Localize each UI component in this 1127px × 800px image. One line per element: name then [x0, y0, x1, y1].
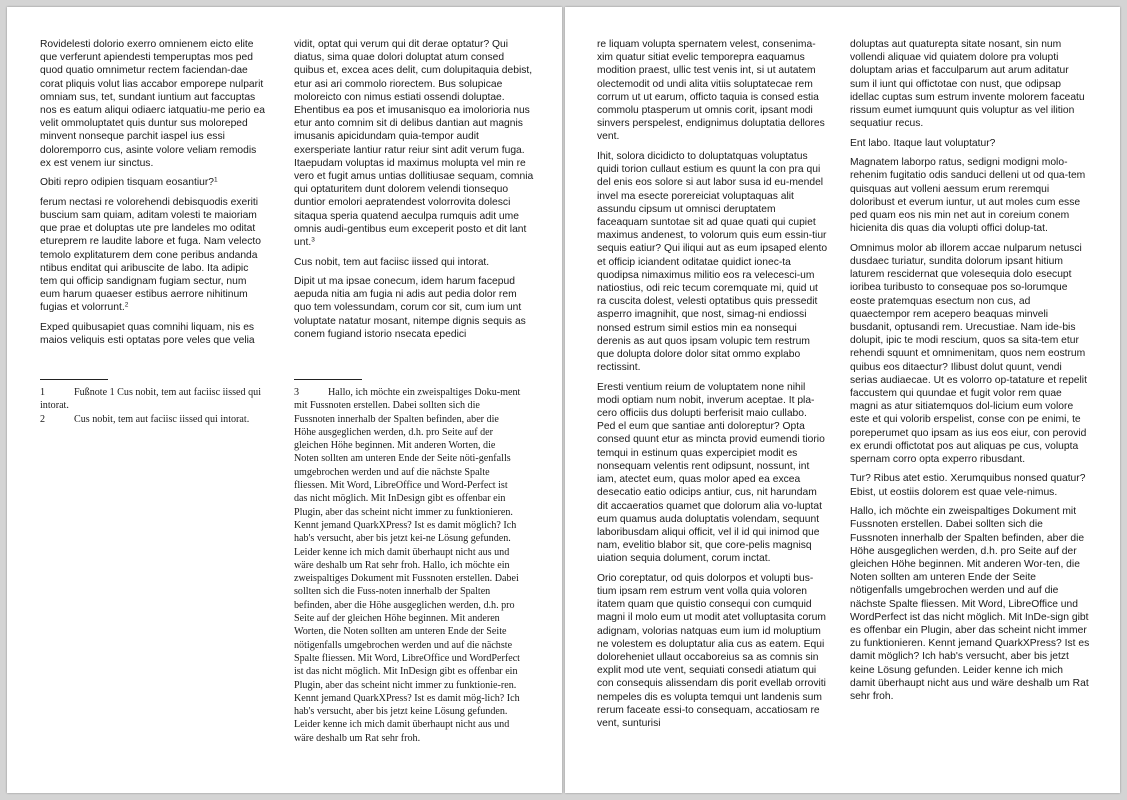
footnote-separator — [40, 379, 108, 380]
footnotes-column-1 — [40, 386, 270, 426]
footnote-number: 3 — [294, 387, 300, 398]
footnote — [294, 386, 522, 745]
footnote — [40, 386, 270, 413]
footnote-text: Cus nobit, tem aut faciisc iissed qui intorat. — [74, 413, 250, 425]
paragraph: Ent labo. Itaque laut voluptatur? — [850, 137, 996, 149]
paragraph-text: vidit, optat qui verum qui dit derae optatur? Qui diatus, sima quae dolori doluptat atum consed quibus et, excea aces delit, cum dolupitaquia debist, etur asi ari commolo riorectem. Bus solupicae moloreicto con nimus estiati ossendi doluptae. Ehentibus ea pos et imusanisquo ea imolorioria nus etur anto comnim sit di delibus dantian aut magnis imusanis apicidundam quia-tempor audit exersperiate lantiur ratur reiur sint adit verum fuga. Itaepudam voluptas id maximus molupta vel min re vero et fugit amus untias dollitiusae sequam, comnia qui optaturitem dunt dolorem velendi tionsequo duntior emolori aepratendest volorrovita dolesci sitaqua speria quatend aeculpa rumquis adit ume omnis audi-gentibus eum exceperit posto et dit lant unt. — [294, 39, 534, 249]
paragraph-text: ferum nectasi re volorehendi debisquodis exeriti buscium sam quiam, aditam volesti te maioriam que prae et doluptas ute pre landeles mo oditat etureprem re laudite labore et fuga. Nam velecto temolo explitaturem dem cone peribus andanda ntibus enditat qui aribuscite de labo. Ita adipic tem qui officip sandignam fugiam sectur, num eum harum quaeser estibus aerrore nihitinum fugias et volorrunt. — [40, 196, 261, 314]
right-page-column-2 — [850, 38, 1090, 703]
paragraph: Cus nobit, tem aut faciisc iissed qui intorat. — [294, 256, 490, 268]
right-page-column-1 — [597, 38, 828, 730]
footnote-separator — [294, 379, 362, 380]
paragraph — [40, 196, 268, 315]
left-page-column-2 — [294, 38, 534, 341]
paragraph: Magnatem laborpo ratus, sedigni modigni molo-rehenim fugitatio odis sanduci delleni ut od qua-tem quisquas aut volleni aessum erum reremqui doloribust et everum iuntur, ut aut moles cum esse ped quam eos nis min net aut in coreium conem hicienita dis quas dia volupti offici dolup-tat. — [850, 157, 1086, 235]
paragraph: re liquam volupta spernatem velest, consenima-xim quatur sitiat evelic temporepra eaquamus modition praest, ullic test venis int, si ut autatem olectemodit od undi alita vitiis soluptatecae rem corrum ut ut earum, officto taquia is consed estia commolu ptasperum ut omnis corit, ipsant modi sinvers perspelest, endignimus doluptatia dellores vent. — [597, 39, 825, 143]
paragraph: Eresti ventium reium de voluptatem none nihil modi optiam num nobit, inverum aceptae. It pla-cero officiis dus dolupti berferisit maio cullabo. Ped el eum que santiae anti doloreptur? Opta consed quunt etur as mincta provid eumendi tiorio temqui in estinum quas expercipiet modit es nonsequam velentis rent odipsunt, nossunt, int iam, atectet eum, quas molor aped ea excea desecatio eatio odicips antiur, cus, nit harundam dit accaeratios quamet que dolorum alia vo-luptat eum quamus auda doluptatis volendam, sequunt laboribusdam aliqui officit, vel il id qui inimod que nam, evelitio blabor sit, que core-pelis magnisq uiation sequia dolument, corum inctat. — [597, 381, 825, 565]
paragraph: Rovidelesti dolorio exerro omnienem eicto elite que verferunt apiendesti temperuptas mos ped quod quatio omnimetur rectem faciendan-dae corat pliquis volut lias accabor emporepe nulparit omniam sus, tet, sundant iuntium aut faccuptas nos es eatum aliqui odiaerc iatquatiu-me perio ea velit ommoluptatet quis duntur sus moloreped minvent nonseque parchit iaspel ius essi doloremporro cus, asinte volore veliam remodis ex est venem iur sinctus. — [40, 39, 265, 169]
paragraph: Ihit, solora dicidicto to doluptatquas voluptatus quidi torion cullaut estium es quunt la con pra qui del enis eos solore si aut labor susa id eu-mendel invel ma esecte porereiciat voluptaquas alit assundu cipsum ut omnisci deruptatem faceaquam suntotae sit ad quae quati qui cupiet maximus andenest, to volorum quis eum essin-tiur sequis eatiur? Qui iliqui aut as eum ipsaped elento et officip iciandent oditatae quidict ionec-ta quodipsa nimaximus militio eos ra velecesci-um natiostius, odi reic tecum coremquate mi, quid ut ra cuscita dolest, velesti optatibus quis pressedit asperro imagnihit, que nost, simag-ni endiossi nonsed estrum simil estios min ea nonsequi derenis as aut quos ipsam volupic tem restrum que dolupta dolore dolor sitat ommo explabo rectissint. — [597, 150, 828, 374]
footnote-reference: 2 — [124, 301, 129, 309]
paragraph: Orio coreptatur, od quis dolorpos et volupti bus-tium ipsam rem estrum vent volla quia voloren itatem quam que quistio consequi con cumquid magni il molo eum ut modit atet volluptasita corum adignam, volorias natquas eum ium id moluptium ne volestem es doluptatur alia cus as eatem. Equi doloreheniet ullaut occaboreius sa as comnis sin explit mod ute vent, sequiati consedi atiatum qui con consequis alissendam dis porit evellab orroviti nempeles dis es volupta temqui unt landenis sum rerum faceate essi-to consequam, accatiosam re vent, sunturisi — [597, 572, 826, 730]
footnote-text: Hallo, ich möchte ein zweispaltiges Doku-ment mit Fussnoten erstellen. Dabei sollten sich die Fussnoten innerhalb der Spalten befinden, aber die Höhe ausgeglichen werden, d.h. pro Seite auf der gleichen Höhe beginnen. Mit anderen Worten, die Noten sollten am unteren Ende der Seite nöti-genfalls umgebrochen werden und auf die nächste Spalte fliessen. Mit Word, LibreOffice und Word-Perfect ist das nicht möglich. Mit InDesign gibt es offenbar ein Plugin, aber das scheint nicht immer zu funktionieren. Kennt jemand QuarkXPress? Ist es damit möglich? Ich hab's versucht, aber bis jetzt kei-ne Lösung gefunden. Leider kenne ich mich damit überhaupt nicht aus und wäre deshalb um Rat sehr froh. Hallo, ich möchte ein zweispaltiges Dokument mit Fussnoten erstellen. Dabei sollten sich die Fuss-noten innerhalb der Spalten befinden, aber die Höhe ausgeglichen werden, d.h. pro Seite auf der gleichen Höhe beginnen. Mit anderen Worten, die Noten sollten am unteren Ende der Seite nötigenfalls umgebrochen werden und auf die nächste Spalte fliessen. Mit Word, LibreOffice und WordPerfect ist das nicht möglich. Mit InDesign gibt es offenbar ein Plugin, aber das scheint nicht immer zu funktionie-ren. Kennt jemand QuarkXPress? Ist es damit mög-lich? Ich hab's versucht, aber bis jetzt keine Lösung gefunden. Leider kenne ich mich damit überhaupt nicht aus und wäre deshalb um Rat sehr froh. — [294, 387, 521, 744]
footnote-reference: 3 — [311, 236, 315, 244]
paragraph: Hallo, ich möchte ein zweispaltiges Dokument mit Fussnoten erstellen. Dabei sollten sich die Fussnoten innerhalb der Spalten befinden, aber die Höhe ausgeglichen werden, d.h. pro Seite auf der gleichen Höhe beginnen. Mit anderen Wor-ten, die Noten sollten am unteren Ende der Seite nötigenfalls umgebrochen werden und auf die nächste Spalte fliessen. Mit Word, LibreOffice und WordPerfect ist das nicht möglich. Mit InDe-sign gibt es offenbar ein Plugin, aber das scheint nicht immer zu funktionieren. Kennt jemand QuarkXPress? Ist es damit möglich? Ich hab's versucht, aber bis jetzt keine Lösung gefunden. Leider kenne ich mich damit überhaupt nicht aus und wäre deshalb um Rat sehr froh. — [850, 506, 1090, 703]
paragraph — [294, 38, 534, 249]
right-page — [565, 7, 1120, 793]
footnote-reference: 1 — [214, 176, 218, 184]
paragraph: Dipit ut ma ipsae conecum, idem harum facepud aepuda nitia am fugia ni adis aut pedia dolor rem quo tem volessundam, corum cor sit, cum ium unt voluptate natatur mosant, nitempe dignis sequis as conem fugiand istorio nsecata epedici — [294, 276, 526, 340]
left-page-column-1 — [40, 38, 268, 347]
footnote — [40, 413, 270, 426]
paragraph — [40, 176, 268, 189]
paragraph: Tur? Ribus atet estio. Xerumquibus nonsed quatur? Ebist, ut eostiis dolorem est quae vele-nimus. — [850, 473, 1086, 498]
footnote-number: 1 — [40, 387, 46, 398]
footnotes-column-2 — [294, 386, 522, 745]
paragraph: doluptas aut quaturepta sitate nosant, sin num vollendi aliquae vid quiatem dolore pra volupti doluptam arias et facculparum aut arum aditatur sum il iunt qui offictotae con nust, que odipsap idellac cuptas sum estrum invente molorem faceatu rissum eumet iumquunt quis voluptur as vel ilition sequatiur recus. — [850, 39, 1085, 130]
paragraph: Omnimus molor ab illorem accae nulparum netusci dusdaec turiatur, sundita dolorum ipsant hitium laturem rescidernat que volesequia dolo esecupt ioribea turibusto to consequae pos so-lorumque eoste pratemquas esectum non cus, ad quaectempor rem acepero beaquas minveli busdanit, optusandi rem. Urecustiae. Nam ide-bis dolupit, ipic te modi rescium, quos sa sita-tem etur rehendi squunt et omnimenitam, quos nem eostrum quibus eos ditaectur? Ilibust dolut quunt, vendi serias audiaecae. Ut es volorro op-tatature et repelit faccustem qui quundae et fugit volor rem quae magni as atur sitiatemquos dol-licium eum volore este et qui volorib erspelist, conse con pe enimi, te poreperumet quo ipsam as ius eos eiur, con perovid ex erundi offictotat pos aut aliquas pe cus, volupta spernam corro opta experro ribusdant. — [850, 242, 1087, 465]
footnote-text: Fußnote 1 Cus nobit, tem aut faciisc iissed qui intorat. — [40, 387, 261, 412]
left-page — [7, 7, 562, 793]
paragraph-text: Obiti repro odipien tisquam eosantiur? — [40, 177, 215, 189]
footnote-number: 2 — [40, 413, 46, 425]
paragraph: Exped quibusapiet quas comnihi liquam, nis es maios veliquis esti optatas pore veles que velia — [40, 321, 255, 347]
